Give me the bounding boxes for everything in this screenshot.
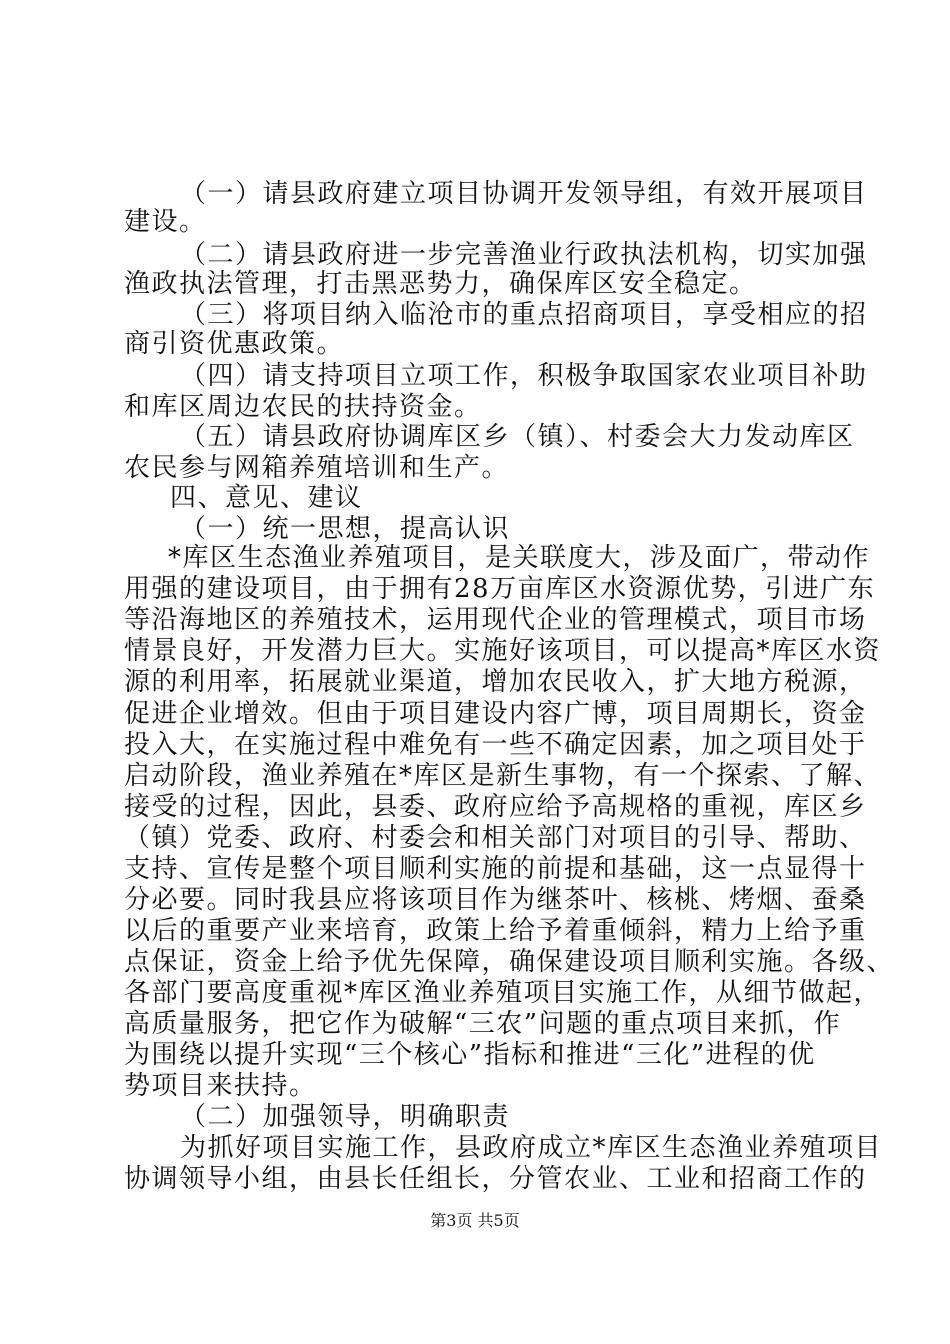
- text-line: 建设。: [124, 207, 207, 237]
- text-line: （三）将项目纳入临沧市的重点招商项目，享受相应的招: [180, 300, 868, 330]
- section-heading: 四、意见、建议: [170, 483, 363, 513]
- text-line: 投入大，在实施过程中难免有一些不确定因素，加之项目处于: [124, 730, 867, 760]
- text-line: 支持、宣传是整个项目顺利实施的前提和基础，这一点显得十: [124, 854, 867, 884]
- text-line: 各部门要高度重视*库区渔业养殖项目实施工作，从细节做起，: [124, 978, 882, 1008]
- text-line: 渔政执法管理，打击黑恶势力，确保库区安全稳定。: [124, 269, 757, 299]
- text-line: 启动阶段，渔业养殖在*库区是新生事物，有一个探索、了解、: [124, 761, 882, 791]
- text-line: 商引资优惠政策。: [124, 329, 345, 359]
- text-line: 为围绕以提升实现“三个核心”指标和推进“三化”进程的优: [124, 1040, 816, 1070]
- text-line: *库区生态渔业养殖项目，是关联度大，涉及面广，带动作: [168, 543, 871, 573]
- text-line: （镇）党委、政府、村委会和相关部门对项目的引导、帮助、: [124, 823, 867, 853]
- text-line: 促进企业增效。但由于项目建设内容广博，项目周期长，资金: [124, 699, 867, 729]
- subsection-heading: （一）统一思想，提高认识: [180, 514, 511, 544]
- text-line: （一）请县政府建立项目协调开发领导组，有效开展项目: [180, 179, 868, 209]
- text-line: 分必要。同时我县应将该项目作为继茶叶、核桃、烤烟、蚕桑: [124, 885, 867, 915]
- text-line: （二）请县政府进一步完善渔业行政执法机构，切实加强: [180, 240, 868, 270]
- text-line: （五）请县政府协调库区乡（镇）、村委会大力发动库区: [180, 422, 855, 452]
- text-line: 势项目来扶持。: [124, 1071, 317, 1101]
- text-line: 情景良好，开发潜力巨大。实施好该项目，可以提高*库区水资: [124, 636, 882, 666]
- text-line: 协调领导小组，由县长任组长，分管农业、工业和招商工作的: [124, 1164, 867, 1194]
- text-line: 等沿海地区的养殖技术，运用现代企业的管理模式，项目市场: [124, 605, 867, 635]
- text-line: 高质量服务，把它作为破解“三农”问题的重点项目来抓，作: [124, 1009, 842, 1039]
- subsection-heading: （二）加强领导，明确职责: [180, 1102, 511, 1132]
- text-line: 源的利用率，拓展就业渠道，增加农民收入，扩大地方税源，: [124, 667, 867, 697]
- text-line: 接受的过程，因此，县委、政府应给予高规格的重视，库区乡: [124, 792, 867, 822]
- text-line: 为抓好项目实施工作，县政府成立*库区生态渔业养殖项目: [180, 1133, 883, 1163]
- text-line: 以后的重要产业来培育，政策上给予着重倾斜，精力上给予重: [124, 916, 867, 946]
- text-line: 农民参与网箱养殖培训和生产。: [124, 453, 510, 483]
- text-line: （四）请支持项目立项工作，积极争取国家农业项目补助: [180, 361, 868, 391]
- text-line: 和库区周边农民的扶持资金。: [124, 392, 482, 422]
- page-footer: 第3页 共5页: [430, 1211, 520, 1230]
- text-line: 点保证，资金上给予优先保障，确保建设项目顺利实施。各级、: [124, 947, 895, 977]
- text-line: 用强的建设项目，由于拥有28万亩库区水资源优势，引进广东: [124, 574, 876, 604]
